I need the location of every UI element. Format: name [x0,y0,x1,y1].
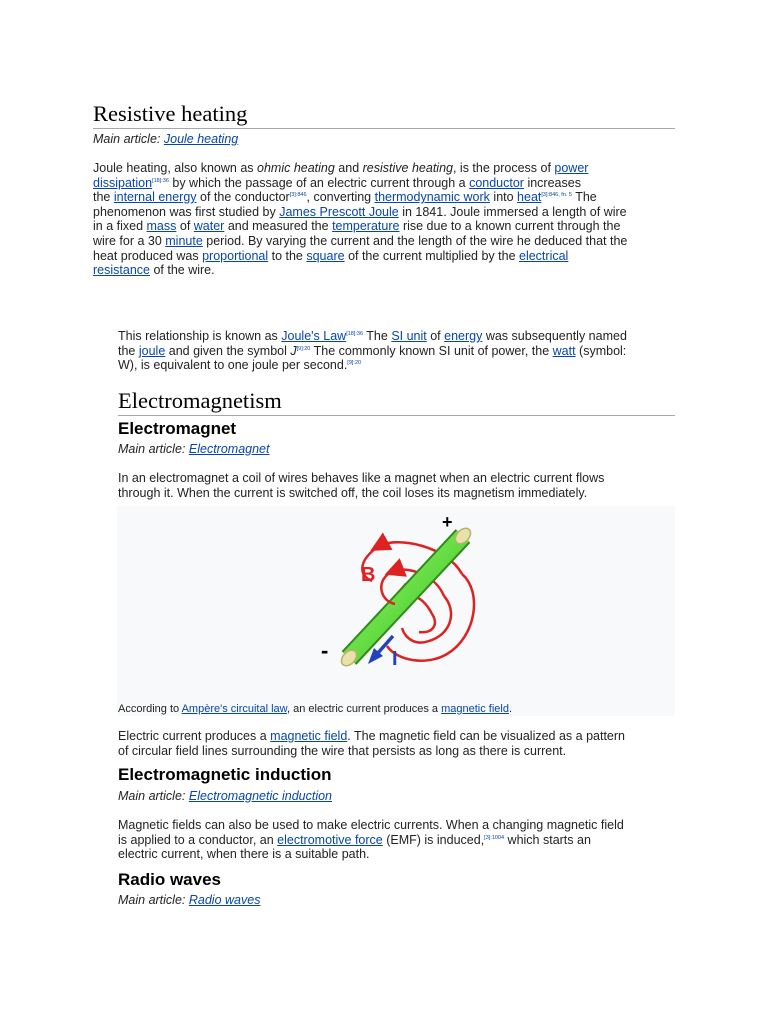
link-proportional[interactable]: proportional [202,248,269,263]
link-mass[interactable]: mass [146,219,177,234]
hatnote-link-electromagnetic-induction[interactable]: Electromagnetic induction [188,789,333,803]
paragraph-electromagnet [118,471,688,500]
text-line: of circular field lines surrounding the wire that persists as long as there is current. [118,743,567,758]
subsection-electromagnet [118,418,236,440]
i-label: I [392,648,398,670]
citation[interactable]: [3]:1004 [484,834,505,841]
citation[interactable]: [3]:846 [289,192,307,199]
hatnote [118,892,260,908]
b-label: B [361,564,376,586]
hatnote [118,788,332,804]
hatnote-prefix: Main article: [93,132,161,146]
link-water[interactable]: water [193,219,225,234]
text: . The magnetic field can be visualized as a pattern [347,729,625,743]
text-line: through it. When the current is switched off, the coil loses its magnetism immediately. [118,485,588,500]
text-line: In an electromagnet a coil of wires behaves like a magnet when an electric current flows [118,471,605,485]
text: The commonly known SI unit of power, the [310,343,553,358]
link-electromotive-force[interactable]: electromotive force [277,832,383,847]
link-joule[interactable]: joule [138,343,166,358]
figure-caption [118,703,512,716]
text: , is the process of [452,161,555,175]
magnetic-field-lines-front [362,546,474,661]
section-resistive-heating [93,101,675,129]
paragraph-joules-law [118,329,688,373]
text: heat produced was [93,248,203,263]
text: to the [268,248,307,263]
text: by which the passage of an electric current through a [168,175,470,190]
link-magnetic-field[interactable]: magnetic field [270,729,348,743]
link-minute[interactable]: minute [165,233,203,248]
text: of [176,219,194,234]
subsection-radio-waves [118,869,221,891]
text: (EMF) is induced, [382,832,485,847]
text: The [363,329,392,343]
link-electrical[interactable]: electrical [519,248,569,263]
text-line: Magnetic fields can also be used to make electric currents. When a changing magnetic field [118,818,624,832]
citation[interactable]: [3]:846, fn. 5 [541,192,572,199]
text: W), is equivalent to one joule per second. [118,358,348,373]
minus-label: - [321,638,329,663]
section-heading: Resistive heating [93,101,675,129]
text: and given the symbol [165,343,291,358]
text: of [426,329,445,343]
link-power[interactable]: power [554,161,589,175]
text: rise due to a known current through the [399,219,621,234]
text: The [571,190,597,205]
link-energy[interactable]: energy [444,329,483,343]
text: , an electric current produces a [287,703,442,715]
link-resistance[interactable]: resistance [93,263,150,278]
text: is applied to a conductor, an [118,832,278,847]
text: into [489,190,518,205]
text: the [93,190,114,205]
figure-electromagnet [117,506,675,716]
hatnote-prefix: Main article: [118,789,186,803]
paragraph-joule-heating [93,161,683,278]
link-amperes-circuital-law[interactable]: Ampère's circuital law [181,703,288,715]
text: . [508,703,513,715]
text: the [118,343,139,358]
link-square[interactable]: square [306,248,345,263]
text: wire for a 30 [93,233,166,248]
link-heat[interactable]: heat [517,190,542,205]
link-thermodynamic-work[interactable]: thermodynamic work [374,190,490,205]
text: , converting [306,190,375,205]
link-dissipation[interactable]: dissipation [93,175,153,190]
hatnote [93,131,238,147]
hatnote-link-radio-waves[interactable]: Radio waves [188,893,261,907]
text: of the current multiplied by the [344,248,519,263]
field-line [419,614,435,632]
link-si-unit[interactable]: SI unit [391,329,427,343]
text: which starts an [504,832,591,847]
text: of the conductor [196,190,290,205]
text: was subsequently named [482,329,627,343]
subsection-electromagnetic-induction [118,764,331,786]
subsection-heading: Electromagnet [118,419,237,438]
coil-rod [338,525,473,668]
link-magnetic-field[interactable]: magnetic field [441,703,509,715]
plus-label: + [442,512,453,532]
link-temperature[interactable]: temperature [332,219,400,234]
hatnote-prefix: Main article: [118,442,186,456]
text: period. By varying the current and the length of the wire he deduced that the [202,233,628,248]
text: phenomenon was first studied by [93,204,280,219]
hatnote-link-electromagnet[interactable]: Electromagnet [188,442,270,456]
emphasis: resistive heating [362,161,453,175]
hatnote [118,441,269,457]
citation[interactable]: [9]:20 [296,345,311,352]
text: in a fixed [93,219,147,234]
paragraph-magnetic-field [118,729,688,758]
text: and [334,161,363,175]
subsection-heading: Radio waves [118,870,221,889]
text: This relationship is known as [118,329,282,343]
link-james-prescott-joule[interactable]: James Prescott Joule [279,204,399,219]
section-electromagnetism [118,388,675,416]
link-conductor[interactable]: conductor [469,175,524,190]
text: and measured the [224,219,333,234]
citation[interactable]: [9]:20 [347,360,362,367]
text: of the wire. [149,263,215,278]
subsection-heading: Electromagnetic induction [118,765,332,784]
text: Joule heating, also known as [93,161,257,175]
citation[interactable]: [18]:36 [152,177,169,184]
text: (symbol: [575,343,627,358]
text: increases [523,175,581,190]
link-joules-law[interactable]: Joule's Law [281,329,347,343]
citation[interactable]: [18]:36 [346,330,364,337]
link-watt[interactable]: watt [552,343,576,358]
emphasis: ohmic heating [257,161,335,175]
section-heading: Electromagnetism [118,388,675,416]
emphasis: J [290,343,297,358]
link-internal-energy[interactable]: internal energy [113,190,197,205]
hatnote-link-joule-heating[interactable]: Joule heating [163,132,239,146]
text: in 1841. Joule immersed a length of wire [398,204,627,219]
electromagnet-diagram [117,506,675,716]
text: Electric current produces a [118,729,271,743]
hatnote-prefix: Main article: [118,893,186,907]
text-line: electric current, when there is a suitable path. [118,847,370,862]
text: According to [118,703,182,715]
paragraph-induction [118,818,688,862]
